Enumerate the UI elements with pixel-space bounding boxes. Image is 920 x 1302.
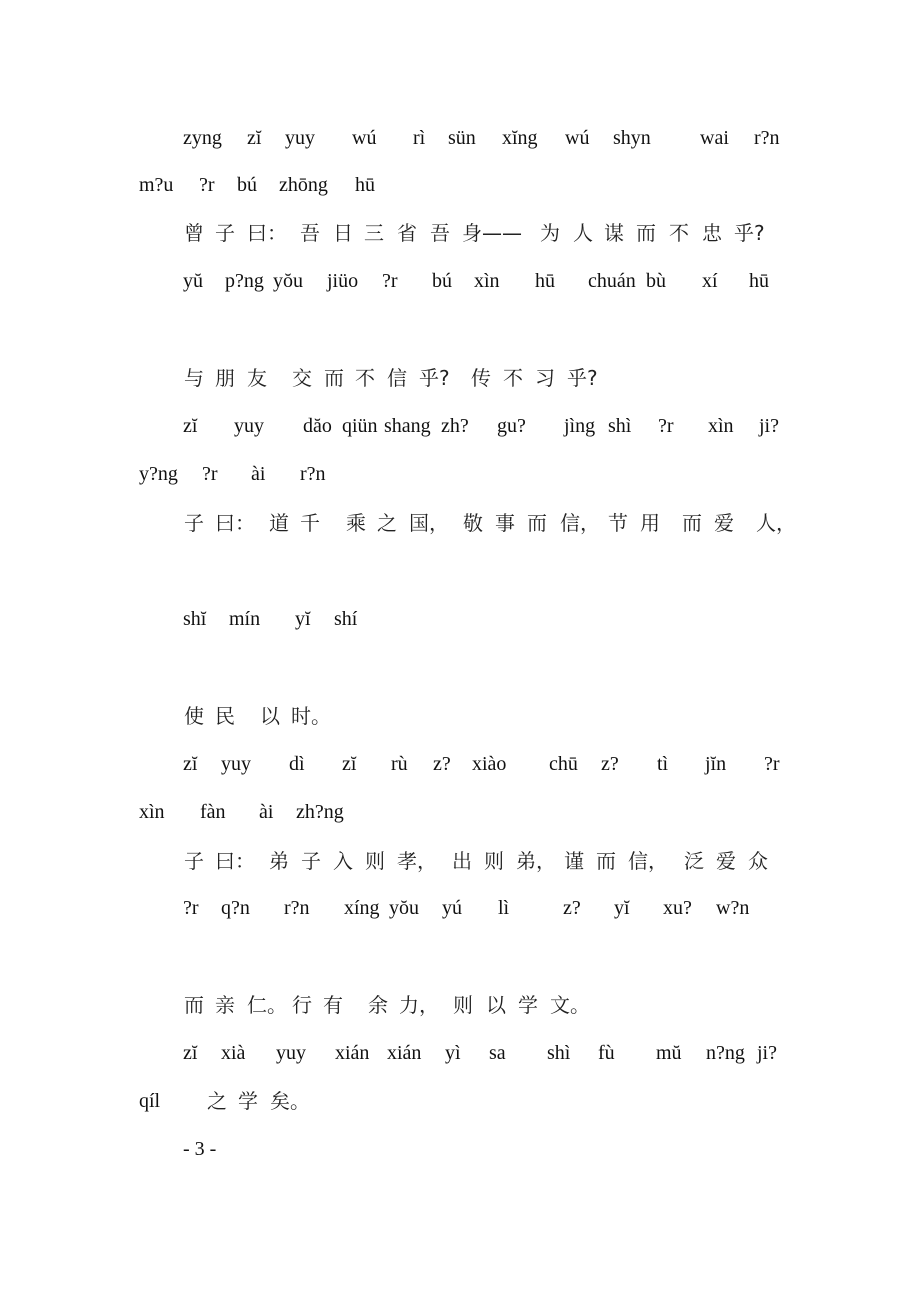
pinyin-line bbox=[0, 411, 920, 441]
hanzi-character: 出 bbox=[452, 849, 472, 873]
page-number: - 3 - bbox=[183, 1138, 217, 1160]
hanzi-character: 曾 bbox=[184, 221, 204, 245]
pinyin-syllable: zĭ bbox=[342, 753, 357, 775]
pinyin-syllable: wú bbox=[352, 127, 377, 149]
pinyin-syllable: mín bbox=[229, 608, 261, 630]
hanzi-character: 子 bbox=[301, 849, 321, 873]
pinyin-syllable: yuy bbox=[221, 753, 251, 775]
hanzi-character: 吾 bbox=[300, 221, 320, 245]
pinyin-syllable: dì bbox=[289, 753, 305, 775]
hanzi-character: 力， bbox=[399, 993, 439, 1017]
hanzi-character: 友 bbox=[247, 366, 267, 390]
hanzi-character: 亲 bbox=[215, 993, 235, 1017]
pinyin-syllable: w?n bbox=[716, 897, 750, 919]
hanzi-character: 曰： bbox=[215, 511, 255, 535]
hanzi-character: 而 bbox=[527, 511, 547, 535]
pinyin-syllable: xìn bbox=[474, 270, 500, 292]
pinyin-syllable: ?r bbox=[202, 463, 218, 485]
pinyin-syllable: shí bbox=[334, 608, 358, 630]
hanzi-text-line bbox=[0, 218, 920, 248]
pinyin-syllable: chuán bbox=[588, 270, 636, 292]
hanzi-character: 信 bbox=[387, 366, 407, 390]
pinyin-syllable: n?ng bbox=[706, 1042, 745, 1064]
pinyin-line bbox=[0, 459, 920, 489]
pinyin-syllable: lì bbox=[498, 897, 510, 919]
pinyin-syllable: hū bbox=[749, 270, 769, 292]
hanzi-character: 矣。 bbox=[270, 1089, 310, 1113]
pinyin-syllable: xí bbox=[702, 270, 718, 292]
hanzi-character: 之 bbox=[207, 1089, 227, 1113]
hanzi-character: 孝， bbox=[397, 849, 437, 873]
hanzi-character: 交 bbox=[292, 366, 312, 390]
hanzi-character: 身—— bbox=[462, 221, 522, 245]
pinyin-syllable: r?n bbox=[754, 127, 780, 149]
pinyin-syllable: ji? bbox=[759, 415, 779, 437]
pinyin-syllable: yŏu bbox=[389, 897, 419, 919]
pinyin-line bbox=[0, 266, 920, 296]
hanzi-character: 朋 bbox=[215, 366, 235, 390]
hanzi-character: 子 bbox=[184, 511, 204, 535]
pinyin-syllable: sün bbox=[448, 127, 476, 149]
pinyin-syllable: xìn bbox=[139, 801, 165, 823]
hanzi-character: 学 bbox=[238, 1089, 258, 1113]
pinyin-syllable: ?r bbox=[183, 897, 199, 919]
hanzi-character: 有 bbox=[323, 993, 343, 1017]
pinyin-syllable: yuy bbox=[234, 415, 264, 437]
hanzi-character: 入 bbox=[333, 849, 353, 873]
hanzi-character: 则 bbox=[365, 849, 385, 873]
hanzi-character: 而 bbox=[324, 366, 344, 390]
hanzi-character: 道 bbox=[269, 511, 289, 535]
hanzi-character: 敬 bbox=[463, 511, 483, 535]
pinyin-syllable: ?r bbox=[658, 415, 674, 437]
hanzi-character: 则 bbox=[453, 993, 473, 1017]
pinyin-syllable: shang bbox=[384, 415, 431, 437]
pinyin-syllable: p?ng bbox=[225, 270, 264, 292]
hanzi-character: 子 bbox=[215, 221, 235, 245]
hanzi-character: 信， bbox=[560, 511, 600, 535]
pinyin-syllable: yĭ bbox=[295, 608, 311, 630]
hanzi-character: 三 bbox=[364, 221, 384, 245]
pinyin-syllable: shĭ bbox=[183, 608, 207, 630]
hanzi-character: 节 bbox=[608, 511, 628, 535]
hanzi-character: 为 bbox=[540, 221, 560, 245]
hanzi-character: 与 bbox=[184, 366, 204, 390]
pinyin-syllable: z? bbox=[433, 753, 451, 775]
hanzi-character: 曰： bbox=[247, 221, 287, 245]
hanzi-character: 不 bbox=[669, 221, 689, 245]
pinyin-syllable: jìng bbox=[564, 415, 596, 437]
hanzi-character: 使 bbox=[184, 704, 204, 728]
pinyin-syllable: ?r bbox=[764, 753, 780, 775]
mixed-text-line bbox=[0, 1086, 920, 1116]
hanzi-character: 爱 bbox=[714, 511, 734, 535]
pinyin-syllable: ?r bbox=[382, 270, 398, 292]
pinyin-syllable: shyn bbox=[613, 127, 651, 149]
hanzi-character: 传 bbox=[471, 366, 491, 390]
pinyin-syllable: z? bbox=[563, 897, 581, 919]
pinyin-syllable: rù bbox=[391, 753, 408, 775]
pinyin-syllable: hū bbox=[355, 174, 375, 196]
pinyin-syllable: q?n bbox=[221, 897, 250, 919]
hanzi-character: 民 bbox=[215, 704, 235, 728]
hanzi-character: 不 bbox=[503, 366, 523, 390]
pinyin-syllable: qiün bbox=[342, 415, 378, 437]
hanzi-character: 谋 bbox=[604, 221, 624, 245]
hanzi-character: 时。 bbox=[291, 704, 331, 728]
pinyin-syllable: ?r bbox=[199, 174, 215, 196]
page-number-line bbox=[0, 1134, 920, 1164]
hanzi-character: 文。 bbox=[550, 993, 590, 1017]
pinyin-syllable: r?n bbox=[300, 463, 326, 485]
hanzi-character: 仁。 bbox=[247, 993, 287, 1017]
hanzi-character: 而 bbox=[636, 221, 656, 245]
pinyin-syllable: yì bbox=[445, 1042, 461, 1064]
hanzi-character: 以 bbox=[260, 704, 280, 728]
pinyin-syllable: ài bbox=[259, 801, 274, 823]
hanzi-character: 习 bbox=[535, 366, 555, 390]
hanzi-character: 不 bbox=[355, 366, 375, 390]
pinyin-syllable: yuy bbox=[276, 1042, 306, 1064]
pinyin-syllable: yŭ bbox=[183, 270, 203, 292]
pinyin-syllable: rì bbox=[413, 127, 426, 149]
hanzi-text-line bbox=[0, 846, 920, 876]
pinyin-syllable: ài bbox=[251, 463, 266, 485]
hanzi-character: 乎? bbox=[734, 221, 765, 245]
pinyin-syllable: zĭ bbox=[183, 753, 198, 775]
pinyin-line bbox=[0, 893, 920, 923]
pinyin-line bbox=[0, 797, 920, 827]
hanzi-character: 乎? bbox=[567, 366, 598, 390]
hanzi-character: 事 bbox=[495, 511, 515, 535]
pinyin-syllable: xĭng bbox=[502, 127, 538, 149]
pinyin-syllable: zhōng bbox=[279, 174, 328, 196]
pinyin-syllable: xu? bbox=[663, 897, 692, 919]
pinyin-syllable: ji? bbox=[757, 1042, 777, 1064]
hanzi-character: 日 bbox=[333, 221, 353, 245]
hanzi-character: 学 bbox=[518, 993, 538, 1017]
pinyin-syllable: fù bbox=[598, 1042, 615, 1064]
pinyin-syllable: zĭ bbox=[183, 415, 198, 437]
pinyin-syllable: yĭ bbox=[614, 897, 630, 919]
hanzi-character: 余 bbox=[368, 993, 388, 1017]
pinyin-line bbox=[0, 123, 920, 153]
hanzi-character: 乎? bbox=[419, 366, 450, 390]
pinyin-syllable: dăo bbox=[303, 415, 332, 437]
hanzi-character: 则 bbox=[484, 849, 504, 873]
hanzi-character: 忠 bbox=[702, 221, 722, 245]
pinyin-line bbox=[0, 170, 920, 200]
pinyin-syllable: yŏu bbox=[273, 270, 303, 292]
hanzi-character: 而 bbox=[682, 511, 702, 535]
pinyin-syllable: qíl bbox=[139, 1090, 161, 1112]
pinyin-syllable: y?ng bbox=[139, 463, 178, 485]
pinyin-line bbox=[0, 1038, 920, 1068]
hanzi-character: 之 bbox=[377, 511, 397, 535]
pinyin-syllable: bù bbox=[646, 270, 666, 292]
hanzi-character: 泛 bbox=[684, 849, 704, 873]
pinyin-syllable: gu? bbox=[497, 415, 526, 437]
pinyin-line bbox=[0, 749, 920, 779]
pinyin-syllable: shì bbox=[547, 1042, 571, 1064]
hanzi-character: 人 bbox=[573, 221, 593, 245]
hanzi-character: 人， bbox=[756, 511, 796, 535]
pinyin-syllable: shì bbox=[608, 415, 632, 437]
hanzi-character: 曰： bbox=[215, 849, 255, 873]
hanzi-text-line bbox=[0, 508, 920, 538]
pinyin-syllable: wú bbox=[565, 127, 590, 149]
pinyin-syllable: sa bbox=[489, 1042, 506, 1064]
pinyin-syllable: r?n bbox=[284, 897, 310, 919]
pinyin-syllable: zĭ bbox=[247, 127, 262, 149]
pinyin-syllable: xià bbox=[221, 1042, 246, 1064]
pinyin-syllable: z? bbox=[601, 753, 619, 775]
pinyin-syllable: tì bbox=[657, 753, 669, 775]
pinyin-syllable: zyng bbox=[183, 127, 222, 149]
hanzi-character: 谨 bbox=[564, 849, 584, 873]
hanzi-character: 以 bbox=[486, 993, 506, 1017]
pinyin-syllable: fàn bbox=[200, 801, 226, 823]
pinyin-syllable: xián bbox=[387, 1042, 422, 1064]
hanzi-character: 国， bbox=[409, 511, 449, 535]
hanzi-character: 行 bbox=[292, 993, 312, 1017]
hanzi-character: 爱 bbox=[716, 849, 736, 873]
pinyin-syllable: zh?ng bbox=[296, 801, 344, 823]
pinyin-syllable: bú bbox=[432, 270, 452, 292]
pinyin-syllable: xìn bbox=[708, 415, 734, 437]
pinyin-syllable: bú bbox=[237, 174, 257, 196]
pinyin-line bbox=[0, 604, 920, 634]
pinyin-syllable: mŭ bbox=[656, 1042, 682, 1064]
hanzi-text-line bbox=[0, 990, 920, 1020]
pinyin-syllable: zĭ bbox=[183, 1042, 198, 1064]
pinyin-syllable: yuy bbox=[285, 127, 315, 149]
pinyin-syllable: xián bbox=[335, 1042, 370, 1064]
hanzi-character: 弟， bbox=[516, 849, 556, 873]
hanzi-character: 弟 bbox=[269, 849, 289, 873]
hanzi-character: 千 bbox=[300, 511, 320, 535]
pinyin-syllable: jĭn bbox=[705, 753, 727, 775]
hanzi-character: 众 bbox=[748, 849, 768, 873]
hanzi-character: 吾 bbox=[430, 221, 450, 245]
hanzi-character: 省 bbox=[397, 221, 417, 245]
hanzi-character: 信， bbox=[628, 849, 668, 873]
hanzi-character: 子 bbox=[184, 849, 204, 873]
pinyin-syllable: xiào bbox=[472, 753, 507, 775]
pinyin-syllable: xíng bbox=[344, 897, 380, 919]
hanzi-character: 而 bbox=[184, 993, 204, 1017]
pinyin-syllable: yú bbox=[442, 897, 462, 919]
pinyin-syllable: wai bbox=[700, 127, 729, 149]
pinyin-syllable: chū bbox=[549, 753, 578, 775]
hanzi-text-line bbox=[0, 363, 920, 393]
hanzi-text-line bbox=[0, 701, 920, 731]
hanzi-character: 用 bbox=[640, 511, 660, 535]
hanzi-character: 而 bbox=[596, 849, 616, 873]
hanzi-character: 乘 bbox=[346, 511, 366, 535]
pinyin-syllable: zh? bbox=[441, 415, 469, 437]
pinyin-syllable: hū bbox=[535, 270, 555, 292]
pinyin-syllable: jiüo bbox=[327, 270, 359, 292]
pinyin-syllable: m?u bbox=[139, 174, 174, 196]
